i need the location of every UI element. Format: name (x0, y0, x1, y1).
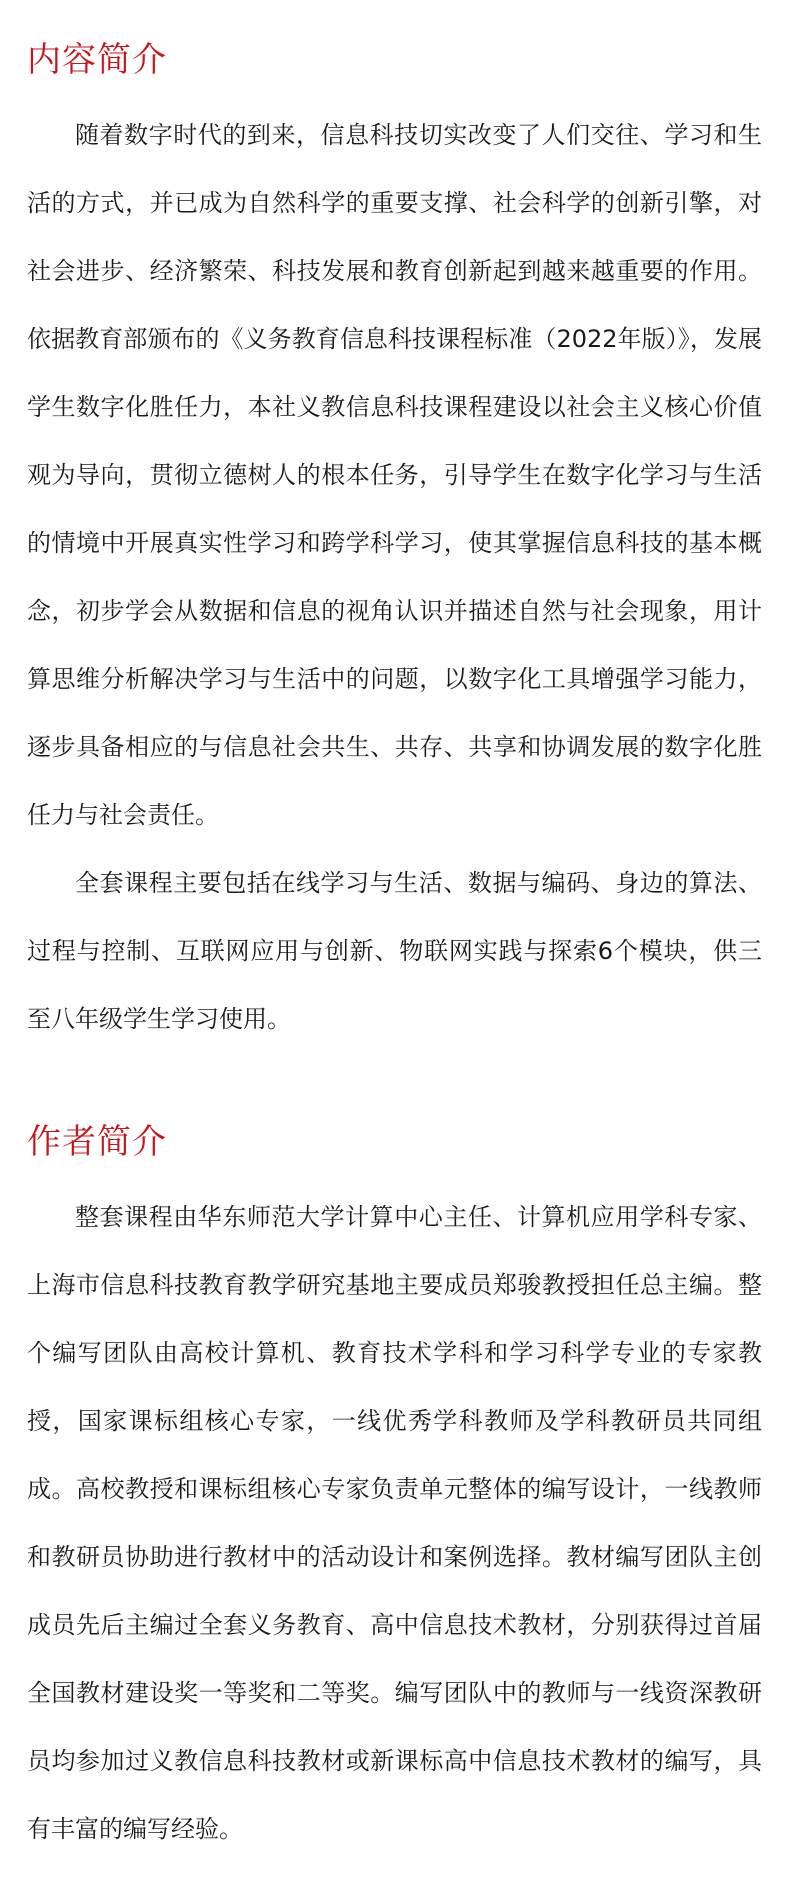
author-paragraph-1: 整套课程由华东师范大学计算中心主任、计算机应用学科专家、上海市信息科技教育教学研究基地主要成员郑骏教授担任总主编。整个编写团队由高校计算机、教育技术学科和学习科学专业的专家教授，国家课标组核心专家，一线优秀学科教师及学科教研员共同组成。高校教授和课标组核心专家负责单元整体的编写设计，一线教师和教研员协助进行教材中的活动设计和案例选择。教材编写团队主创成员先后主编过全套义务教育、高中信息技术教材，分别获得过首届全国教材建设奖一等奖和二等奖。编写团队中的教师与一线资深教研员均参加过义教信息科技教材或新课标高中信息技术教材的编写，具有丰富的编写经验。 (27, 1203, 762, 1843)
intro-paragraph-1: 随着数字时代的到来，信息科技切实改变了人们交往、学习和生活的方式，并已成为自然科学的重要支撑、社会科学的创新引擎，对社会进步、经济繁荣、科技发展和教育创新起到越来越重要的作用。依据教育部颁布的《义务教育信息科技课程标准（2022年版）》，发展学生数字化胜任力，本社义教信息科技课程建设以社会主义核心价值观为导向，贯彻立德树人的根本任务，引导学生在数字化学习与生活的情境中开展真实性学习和跨学科学习，使其掌握信息科技的基本概念，初步学会从数据和信息的视角认识并描述自然与社会现象，用计算思维分析解决学习与生活中的问题，以数字化工具增强学习能力，逐步具备相应的与信息社会共生、共存、共享和协调发展的数字化胜任力与社会责任。 (27, 121, 762, 829)
intro-section (27, 34, 762, 1053)
intro-paragraph-2: 全套课程主要包括在线学习与生活、数据与编码、身边的算法、过程与控制、互联网应用与创新、物联网实践与探索6个模块，供三至八年级学生学习使用。 (27, 869, 762, 1033)
author-section (27, 1116, 762, 1863)
intro-title: 内容简介 (27, 40, 167, 80)
author-title: 作者简介 (27, 1122, 167, 1162)
